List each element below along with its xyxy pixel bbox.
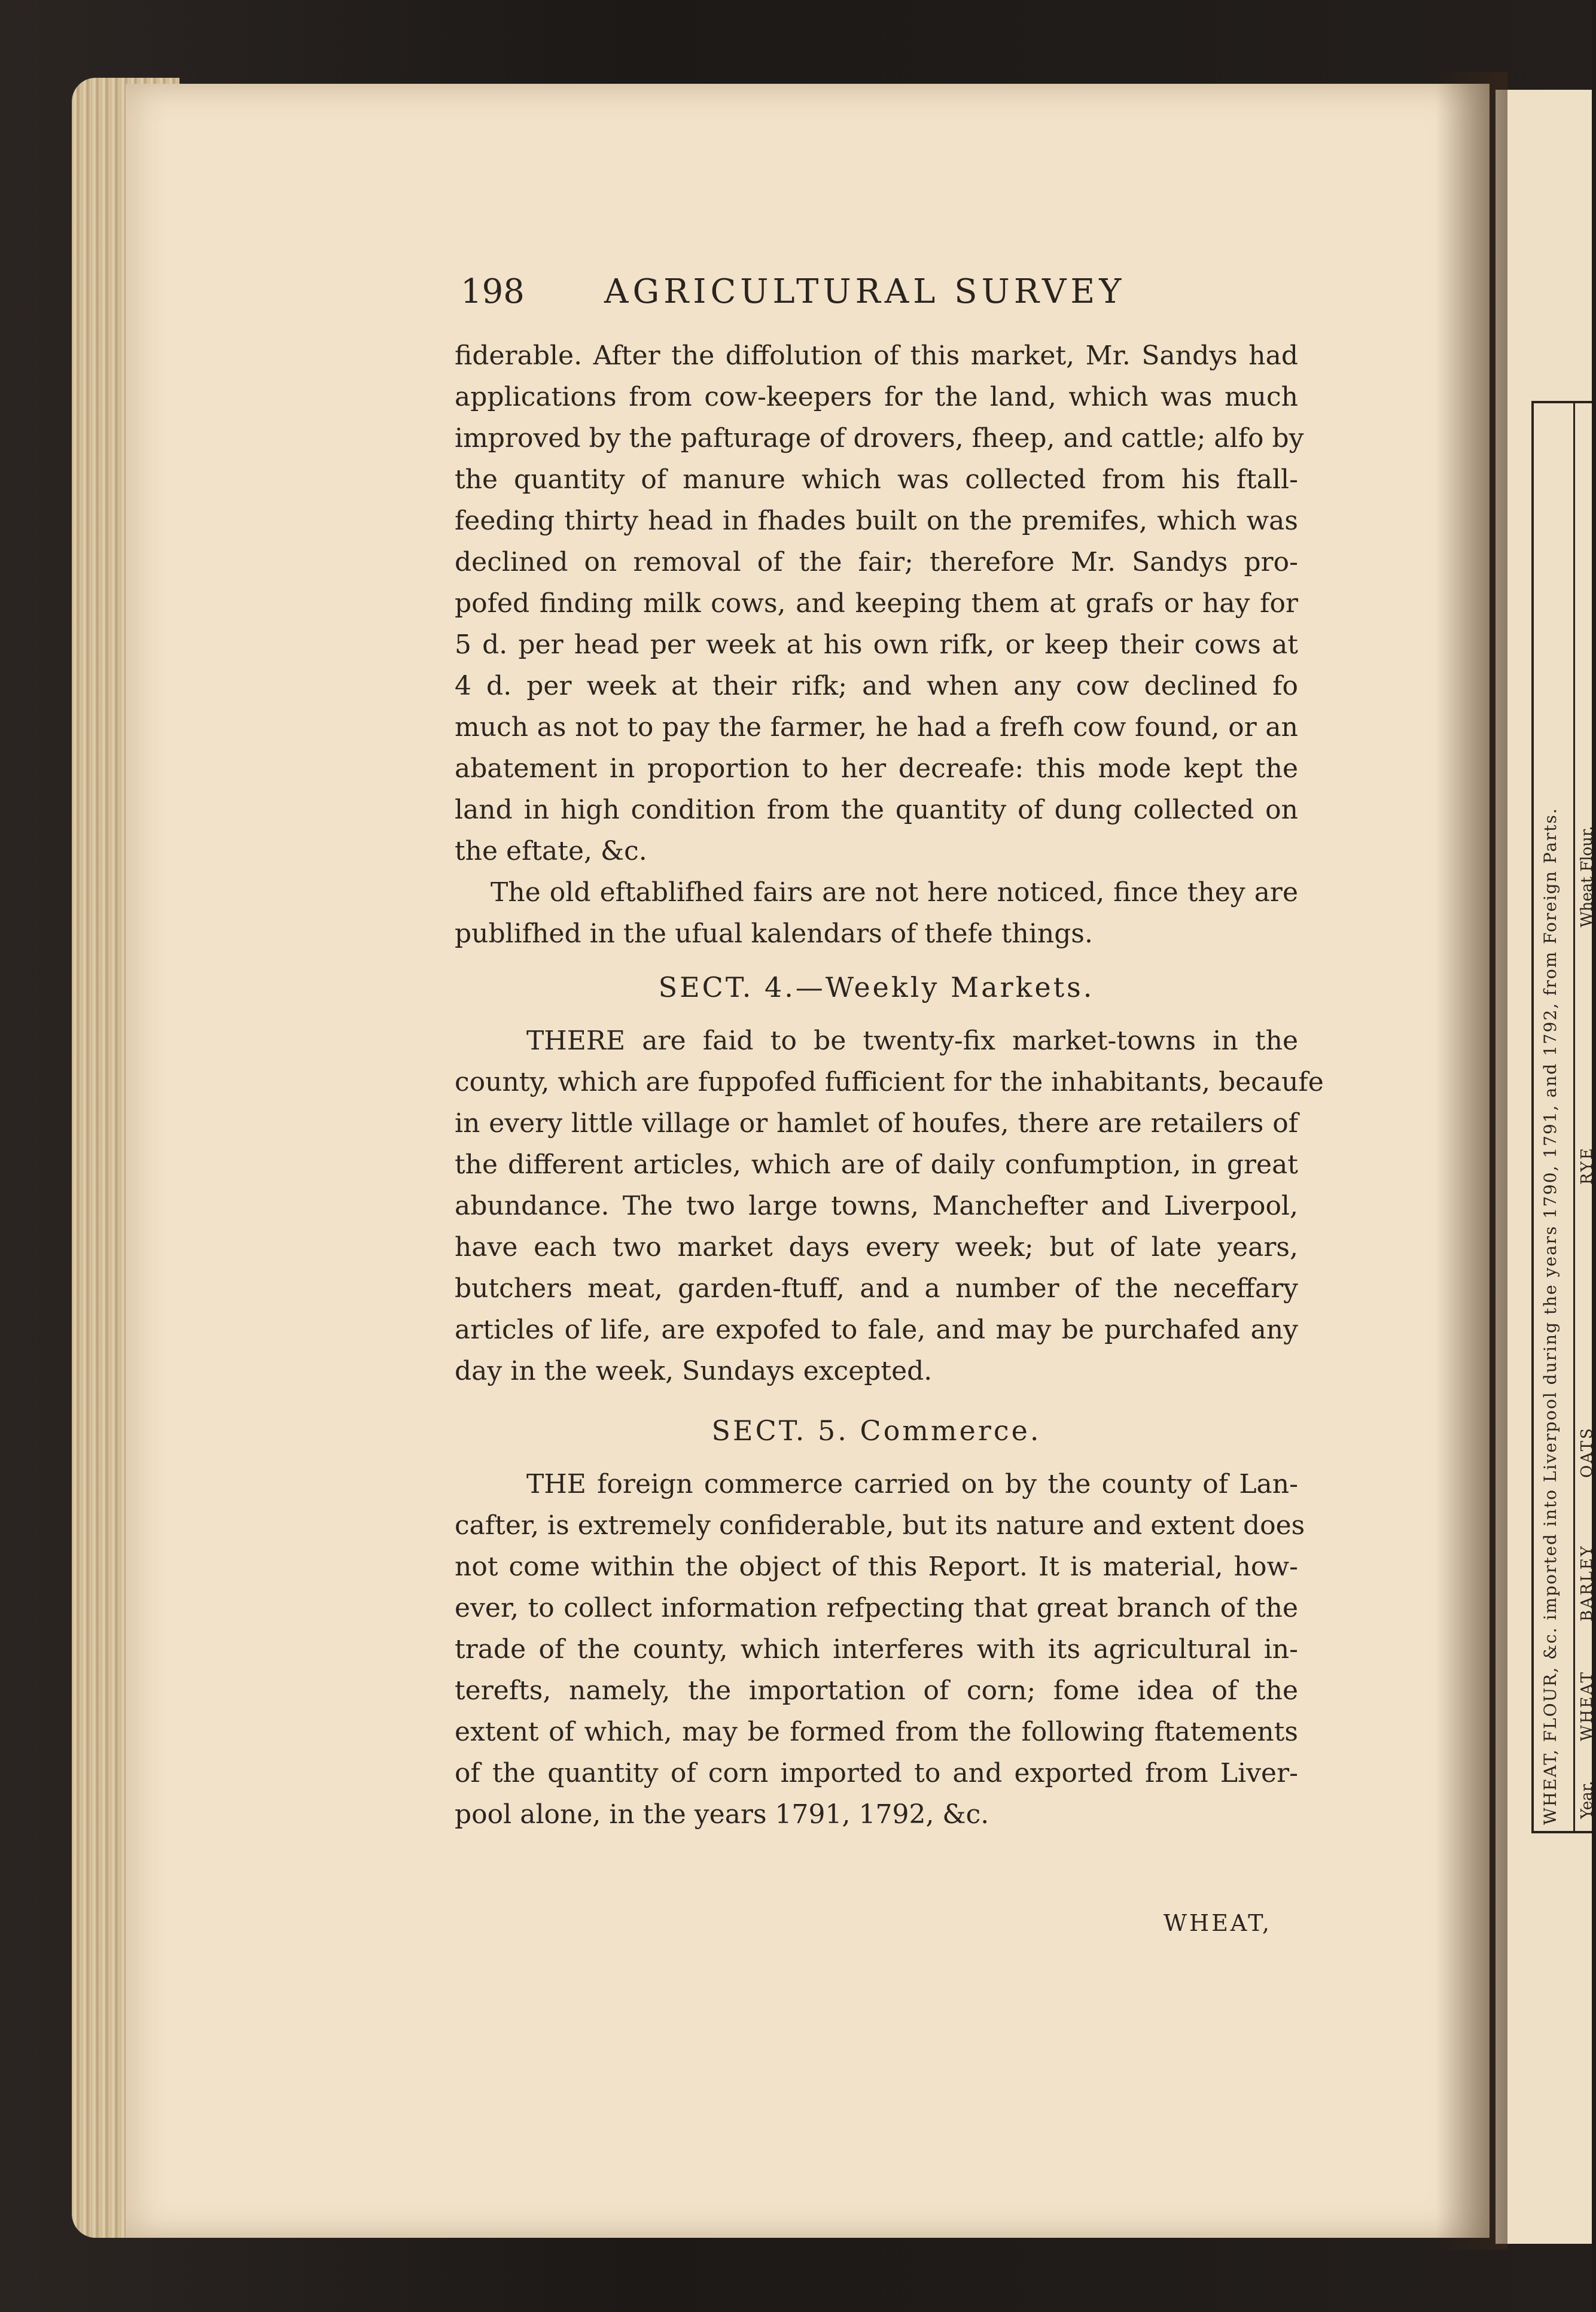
text-line: day in the week, Sundays excepted. xyxy=(455,1356,933,1386)
text-line: applications from cow-keepers for the land, which was much xyxy=(455,382,1298,412)
text-line: publifhed in the ufual kalendars of thefe things. xyxy=(455,918,1093,949)
facing-col-wheat: WHEAT xyxy=(1578,1670,1596,1741)
paragraph-fairs xyxy=(455,872,1298,954)
text-line: not come within the object of this Report. It is material, how- xyxy=(455,1552,1298,1582)
paragraph-continuation xyxy=(455,335,1304,872)
paragraph-commerce xyxy=(455,1464,1305,1835)
text-line: abundance. The two large towns, Manchefter and Liverpool, xyxy=(455,1191,1298,1221)
facing-col-barley: BARLEY xyxy=(1578,1544,1596,1622)
paragraph-weekly-markets xyxy=(455,1020,1324,1392)
text-line: feeding thirty head in fhades built on the premifes, which was xyxy=(455,506,1298,536)
text-line: fiderable. After the diffolution of this market, Mr. Sandys had xyxy=(455,340,1298,371)
text-line: cafter, is extremely confiderable, but its nature and extent does xyxy=(455,1510,1305,1541)
text-line: declined on removal of the fair; therefore Mr. Sandys pro- xyxy=(455,547,1298,577)
text-line: pool alone, in the years 1791, 1792, &c. xyxy=(455,1799,989,1830)
text-line: articles of life, are expofed to fale, and may be purchafed any xyxy=(455,1315,1298,1345)
facing-col-year: Year. xyxy=(1578,1781,1596,1819)
text-line: THE foreign commerce carried on by the county of Lan- xyxy=(526,1469,1298,1499)
text-line: the quantity of manure which was collected from his ftall- xyxy=(455,464,1298,495)
facing-col-oats: OATS xyxy=(1578,1426,1596,1478)
text-line: abatement in proportion to her decreafe: this mode kept the xyxy=(455,753,1298,784)
text-line: land in high condition from the quantity of dung collected on xyxy=(455,795,1298,825)
text-line: of the quantity of corn imported to and exported from Liver- xyxy=(455,1758,1298,1788)
facing-page xyxy=(1496,90,1596,2244)
text-line: the different articles, which are of daily confumption, in great xyxy=(455,1149,1298,1180)
text-line: much as not to pay the farmer, he had a frefh cow found, or an xyxy=(455,712,1298,743)
text-line: the eftate, &c. xyxy=(455,836,647,866)
text-line: 5 d. per head per week at his own rifk, or keep their cows at xyxy=(455,629,1298,660)
running-title: AGRICULTURAL SURVEY xyxy=(604,272,1126,311)
text-line: improved by the pafturage of drovers, fheep, and cattle; alfo by xyxy=(455,423,1304,454)
text-line: have each two market days every week; but of late years, xyxy=(455,1232,1298,1263)
text-line: THERE are faid to be twenty-fix market-towns in the xyxy=(526,1026,1298,1056)
table-rule-bottom xyxy=(1531,1831,1592,1833)
text-line: ever, to collect information refpecting that great branch of the xyxy=(455,1593,1298,1623)
table-rule-top xyxy=(1531,401,1592,403)
text-line: county, which are fuppofed fufficient for the inhabitants, becaufe xyxy=(455,1067,1324,1097)
text-line: trade of the county, which interferes with its agricultural in- xyxy=(455,1634,1298,1665)
text-line: in every little village or hamlet of houfes, there are retailers of xyxy=(455,1108,1298,1139)
catchword: WHEAT, xyxy=(1164,1910,1272,1936)
facing-col-flour: Wheat Flour. xyxy=(1578,826,1596,927)
text-line: butchers meat, garden-ftuff, and a number of the neceffary xyxy=(455,1273,1298,1304)
page-number: 198 xyxy=(461,272,525,311)
text-block xyxy=(455,335,1324,1835)
text-line: 4 d. per week at their rifk; and when any cow declined fo xyxy=(455,671,1298,701)
section-heading-weekly-markets: SECT. 4.—Weekly Markets. xyxy=(658,971,1095,1003)
text-line: extent of which, may be formed from the following ftatements xyxy=(455,1717,1298,1747)
text-line: The old eftablifhed fairs are not here noticed, fince they are xyxy=(491,877,1298,908)
section-heading-commerce: SECT. 5. Commerce. xyxy=(711,1414,1041,1447)
running-head xyxy=(461,272,1322,326)
text-line: terefts, namely, the importation of corn; fome idea of the xyxy=(455,1675,1298,1706)
facing-col-rye: RYE xyxy=(1578,1146,1596,1185)
gutter-shadow xyxy=(1436,72,1507,2250)
table-rule-inner xyxy=(1573,401,1575,1831)
text-line: pofed finding milk cows, and keeping them at grafs or hay for xyxy=(455,588,1298,619)
table-rule-left xyxy=(1531,401,1534,1831)
facing-table-title: WHEAT, FLOUR, &c. imported into Liverpool during the years 1790, 1791, and 1792, from Foreign Parts. xyxy=(1540,807,1560,1825)
